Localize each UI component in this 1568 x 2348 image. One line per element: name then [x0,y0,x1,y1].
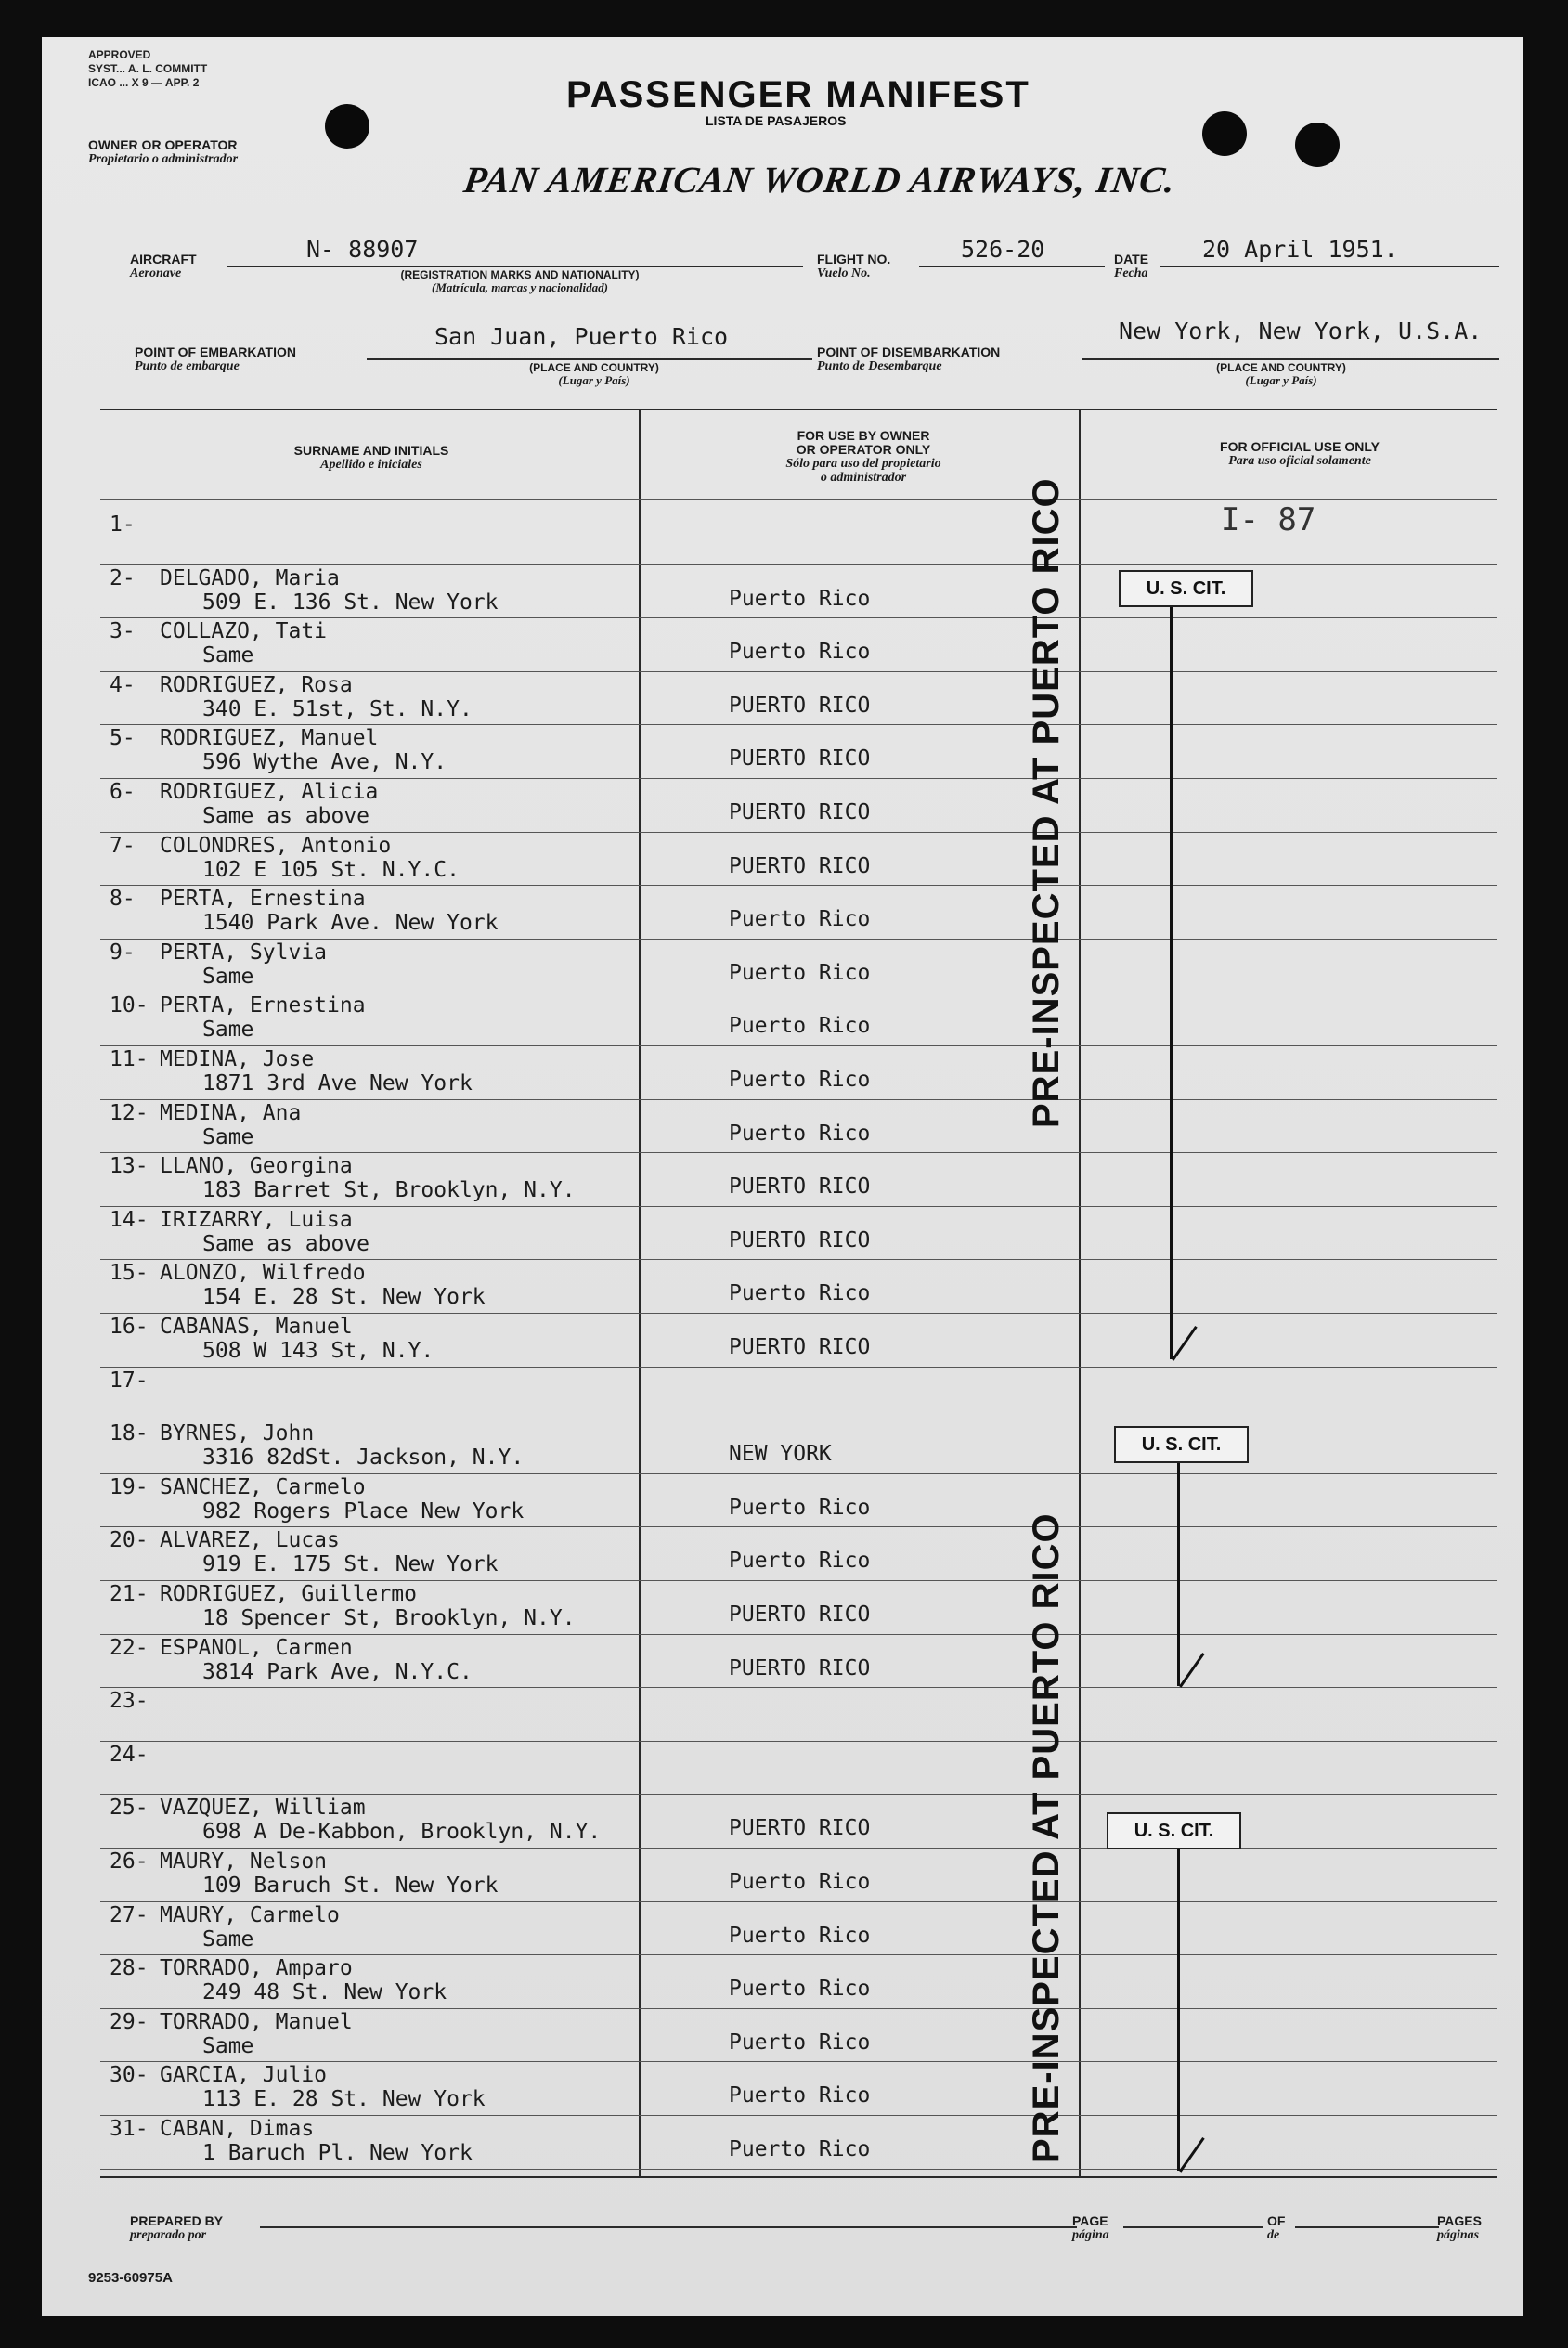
pages-label-es: páginas [1437,2228,1480,2242]
passenger-name: COLONDRES, Antonio [160,833,392,858]
passenger-origin: PUERTO RICO [729,853,871,878]
row-divider [100,778,1497,779]
passenger-origin: PUERTO RICO [729,800,871,824]
passenger-origin: PUERTO RICO [729,746,871,772]
aircraft-note-es: (Matrícula, marcas y nacionalidad) [432,280,608,294]
us-cit-stamp-1: U. S. CIT. [1119,570,1253,607]
prepared-by-en: PREPARED BY [130,2213,224,2228]
disembarkation-label-en: POINT OF DISEMBARKATION [817,344,1001,359]
passenger-address: 102 E 105 St. N.Y.C. [202,857,460,882]
passenger-name: ALVAREZ, Lucas [160,1528,340,1553]
passenger-address: 249 48 St. New York [202,1980,447,2005]
row-divider [100,1473,1497,1474]
passenger-origin: Puerto Rico [729,640,871,665]
passenger-address: 698 A De-Kabbon, Brooklyn, N.Y. [202,1820,602,1845]
document-title: PASSENGER MANIFEST [566,74,1030,115]
row-number: 15- [110,1261,149,1286]
prepared-by-line [260,2226,1077,2228]
row-divider [100,1848,1497,1849]
row-number: 31- [110,2117,149,2141]
passenger-address: Same [202,1926,254,1952]
row-divider [100,1954,1497,1955]
preinspected-stamp-1: PRE-INSPECTED AT PUERTO RICO [1026,477,1067,1128]
surname-header-en: SURNAME AND INITIALS [293,443,449,458]
passenger-name: COLLAZO, Tati [160,619,328,644]
disembarkation-note-en: (PLACE AND COUNTRY) [1216,361,1346,374]
passenger-name: MEDINA, Ana [160,1100,302,1125]
row-number: 27- [110,1902,149,1927]
passenger-origin: Puerto Rico [729,1977,871,2002]
row-number: 6- [110,780,136,804]
disembarkation-label-es: Punto de Desembarque [817,359,942,373]
page-label-en: PAGE [1072,2213,1108,2228]
aircraft-note [362,269,678,293]
column-header-official [1142,440,1458,468]
column-header-surname [214,444,529,472]
embarkation-value: San Juan, Puerto Rico [434,323,729,350]
owner-use-header-2: OR OPERATOR ONLY [796,442,931,457]
passenger-origin: Puerto Rico [729,1495,871,1520]
passenger-origin: Puerto Rico [729,960,871,985]
pages-label [1437,2214,1482,2242]
cit-bracket-1 [1170,607,1173,1359]
row-number: 11- [110,1047,149,1071]
row-number: 12- [110,1100,149,1125]
embarkation-label-es: Punto de embarque [135,359,240,373]
row-number: 2- [110,565,136,590]
row-divider [100,617,1497,618]
us-cit-stamp-3: U. S. CIT. [1107,1812,1241,1849]
row-divider [100,724,1497,725]
row-divider [100,1580,1497,1581]
header-row-divider [100,499,1497,500]
approval-line: APPROVED [88,48,151,61]
passenger-name: RODRIGUEZ, Guillermo [160,1582,417,1606]
passenger-address: 18 Spencer St, Brooklyn, N.Y. [202,1606,576,1630]
passenger-address: Same as above [202,804,370,828]
row-divider [100,1313,1497,1314]
approval-line: SYST... A. L. COMMITT [88,62,208,75]
official-mark: I- 87 [1221,501,1316,538]
passenger-origin: NEW YORK [729,1442,832,1467]
owner-label-es: Propietario o administrador [88,152,239,166]
passenger-origin: Puerto Rico [729,2083,871,2108]
approval-block [88,48,207,90]
passenger-name: PERTA, Sylvia [160,940,328,965]
row-divider [100,1901,1497,1902]
disembarkation-note-es: (Lugar y País) [1245,373,1317,387]
page-label-es: página [1072,2228,1109,2242]
row-number: 1- [110,512,136,537]
owner-label-en: OWNER OR OPERATOR [88,137,238,152]
passenger-name: MEDINA, Jose [160,1047,315,1071]
embarkation-label-en: POINT OF EMBARKATION [135,344,296,359]
document-subtitle: LISTA DE PASAJEROS [706,113,847,128]
row-divider [100,2115,1497,2116]
of-label [1267,2214,1285,2242]
aircraft-label [130,253,197,280]
row-divider [100,1206,1497,1207]
aircraft-label-en: AIRCRAFT [130,252,197,266]
row-divider [100,832,1497,833]
owner-use-header-es-2: o administrador [820,471,907,485]
passenger-address: 340 E. 51st, St. N.Y. [202,696,473,721]
row-number: 25- [110,1796,149,1821]
embarkation-note-en: (PLACE AND COUNTRY) [529,361,659,374]
passenger-name: CABANAS, Manuel [160,1315,353,1339]
passenger-address: 982 Rogers Place New York [202,1498,525,1524]
passenger-address: 3814 Park Ave, N.Y.C. [202,1659,473,1684]
passenger-name: RODRIGUEZ, Manuel [160,726,379,751]
row-divider [100,564,1497,565]
row-divider [100,1794,1497,1795]
row-divider [100,1526,1497,1527]
disembarkation-label [817,345,1000,373]
passenger-address: 183 Barret St, Brooklyn, N.Y. [202,1178,576,1203]
row-divider [100,1741,1497,1742]
page-line [1123,2226,1263,2228]
row-number: 7- [110,833,136,858]
row-divider [100,1099,1497,1100]
row-number: 28- [110,1956,149,1981]
prepared-by-es: preparado por [130,2228,207,2242]
row-number: 17- [110,1368,149,1393]
row-divider [100,939,1497,940]
row-divider [100,1259,1497,1260]
passenger-address: Same as above [202,1231,370,1256]
row-divider [100,2008,1497,2009]
passenger-origin: Puerto Rico [729,1121,871,1146]
passenger-origin: PUERTO RICO [729,1602,871,1627]
embarkation-note-es: (Lugar y País) [558,373,630,387]
column-divider-2 [1079,409,1081,2178]
passenger-name: PERTA, Ernestina [160,887,366,912]
date-line [1160,266,1499,267]
passenger-address: 919 E. 175 St. New York [202,1552,499,1577]
passenger-address: 508 W 143 St, N.Y. [202,1339,434,1363]
passenger-name: ALONZO, Wilfredo [160,1261,366,1286]
passenger-address: Same [202,964,254,989]
passenger-address: 3316 82dSt. Jackson, N.Y. [202,1446,525,1471]
form-code: 9253-60975A [88,2270,173,2286]
passenger-origin: PUERTO RICO [729,1174,871,1200]
passenger-address: 1540 Park Ave. New York [202,911,499,936]
row-number: 5- [110,726,136,751]
embarkation-line [367,358,812,360]
aircraft-label-es: Aeronave [130,266,182,280]
passenger-origin: PUERTO RICO [729,1816,871,1841]
flight-line [919,266,1105,267]
passenger-address: 113 E. 28 St. New York [202,2087,486,2112]
passenger-origin: Puerto Rico [729,1870,871,1894]
flight-value: 526-20 [961,236,1045,263]
of-line [1295,2226,1439,2228]
owner-value: PAN AMERICAN WORLD AIRWAYS, INC. [460,159,1179,201]
row-number: 10- [110,993,149,1018]
prepared-by-label [130,2214,223,2242]
passenger-origin: Puerto Rico [729,2030,871,2055]
passenger-address: 109 Baruch St. New York [202,1874,499,1898]
cit-bracket-3 [1177,1849,1180,2171]
passenger-name: GARCIA, Julio [160,2063,328,2088]
punch-hole-left [325,104,369,149]
passenger-name: RODRIGUEZ, Rosa [160,672,353,697]
row-number: 23- [110,1689,149,1714]
passenger-name: IRIZARRY, Luisa [160,1207,353,1232]
column-header-owner-use [706,429,1021,485]
passenger-name: PERTA, Ernestina [160,993,366,1018]
passenger-origin: PUERTO RICO [729,693,871,718]
passenger-origin: PUERTO RICO [729,1655,871,1680]
row-number: 30- [110,2063,149,2088]
row-divider [100,885,1497,886]
passenger-address: Same [202,2033,254,2058]
passenger-origin: Puerto Rico [729,1014,871,1039]
approval-line: ICAO ... X 9 — APP. 2 [88,76,200,89]
passenger-origin: Puerto Rico [729,1068,871,1092]
row-number: 14- [110,1207,149,1232]
passenger-name: VAZQUEZ, William [160,1796,366,1821]
punch-hole-right [1295,123,1340,167]
cit-bracket-2 [1177,1463,1180,1686]
row-divider [100,2169,1497,2170]
passenger-address: Same [202,1018,254,1043]
row-divider [100,1634,1497,1635]
disembarkation-note [1170,362,1393,386]
row-number: 26- [110,1849,149,1874]
row-number: 8- [110,887,136,912]
passenger-origin: Puerto Rico [729,1549,871,1574]
passenger-name: MAURY, Carmelo [160,1902,340,1927]
passenger-address: 154 E. 28 St. New York [202,1285,486,1310]
passenger-name: RODRIGUEZ, Alicia [160,780,379,804]
row-divider [100,1687,1497,1688]
row-number: 16- [110,1315,149,1339]
pages-label-en: PAGES [1437,2213,1482,2228]
flight-label-es: Vuelo No. [817,266,871,280]
date-value: 20 April 1951. [1202,236,1398,263]
official-header-es: Para uso oficial solamente [1228,454,1371,468]
passenger-address: 1 Baruch Pl. New York [202,2141,473,2165]
page-label [1072,2214,1109,2242]
passenger-name: DELGADO, Maria [160,565,340,590]
passenger-address: Same [202,643,254,668]
passenger-name: LLANO, Georgina [160,1154,353,1179]
passenger-origin: PUERTO RICO [729,1335,871,1359]
row-number: 3- [110,619,136,644]
passenger-origin: PUERTO RICO [729,1227,871,1252]
passenger-origin: Puerto Rico [729,1923,871,1948]
row-number: 24- [110,1742,149,1767]
row-number: 20- [110,1528,149,1553]
owner-use-header-es-1: Sólo para uso del propietario [785,457,941,471]
passenger-name: TORRADO, Amparo [160,1956,353,1981]
passenger-origin: Puerto Rico [729,586,871,611]
date-label [1114,253,1148,280]
flight-label-en: FLIGHT NO. [817,252,891,266]
row-number: 9- [110,940,136,965]
passenger-name: MAURY, Nelson [160,1849,328,1874]
disembarkation-value: New York, New York, U.S.A. [1119,318,1483,344]
official-header-en: FOR OFFICIAL USE ONLY [1220,439,1380,454]
passenger-name: ESPANOL, Carmen [160,1635,353,1660]
passenger-address: 596 Wythe Ave, N.Y. [202,750,447,775]
column-divider-1 [639,409,641,2178]
passenger-address: 509 E. 136 St. New York [202,590,499,615]
passenger-name: TORRADO, Manuel [160,2009,353,2034]
passenger-name: CABAN, Dimas [160,2117,315,2141]
preinspected-stamp-2: PRE-INSPECTED AT PUERTO RICO [1026,1512,1067,2163]
flight-label [817,253,890,280]
date-label-en: DATE [1114,252,1149,266]
embarkation-label [135,345,296,373]
passenger-address: 1871 3rd Ave New York [202,1071,473,1096]
row-divider [100,1152,1497,1153]
row-number: 4- [110,672,136,697]
embarkation-note [483,362,706,386]
owner-use-header-1: FOR USE BY OWNER [797,428,930,443]
aircraft-note-en: (REGISTRATION MARKS AND NATIONALITY) [400,268,640,281]
disembarkation-line [1082,358,1499,360]
row-number: 13- [110,1154,149,1179]
of-label-es: de [1267,2228,1280,2242]
row-number: 19- [110,1474,149,1499]
row-divider [100,1045,1497,1046]
date-label-es: Fecha [1114,266,1148,280]
row-number: 29- [110,2009,149,2034]
aircraft-line [227,266,803,267]
passenger-name: SANCHEZ, Carmelo [160,1474,366,1499]
us-cit-stamp-2: U. S. CIT. [1114,1426,1249,1463]
surname-header-es: Apellido e iniciales [320,458,422,472]
passenger-origin: Puerto Rico [729,1281,871,1306]
row-divider [100,2061,1497,2062]
of-label-en: OF [1267,2213,1286,2228]
row-divider [100,1367,1497,1368]
row-number: 18- [110,1421,149,1446]
row-divider [100,671,1497,672]
passenger-origin: Puerto Rico [729,907,871,932]
punch-hole-center [1202,111,1247,156]
row-number: 22- [110,1635,149,1660]
passenger-origin: Puerto Rico [729,2137,871,2161]
owner-label [88,137,238,167]
aircraft-value: N- 88907 [306,236,419,263]
passenger-name: BYRNES, John [160,1421,315,1446]
passenger-address: Same [202,1124,254,1149]
row-number: 21- [110,1582,149,1606]
